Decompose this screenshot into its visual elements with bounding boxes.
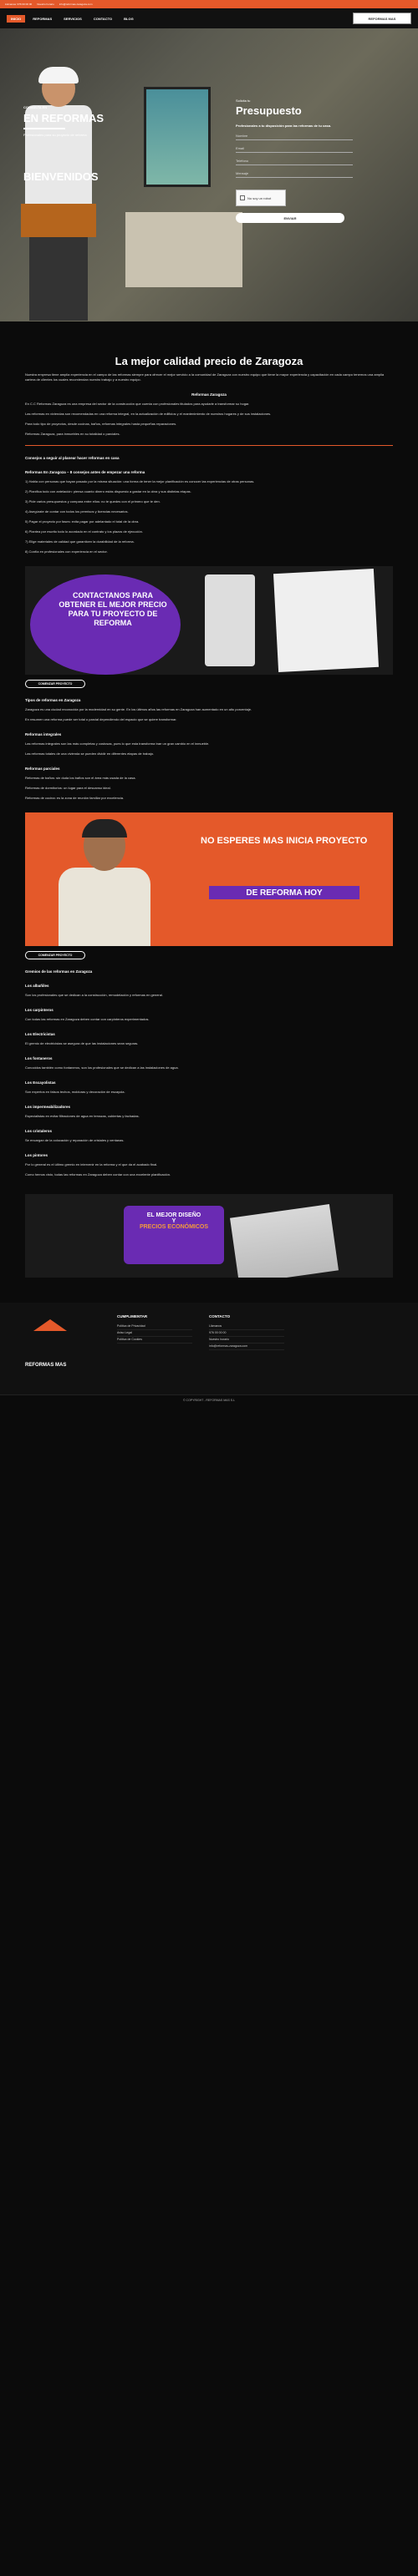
nav-item-contacto[interactable]: CONTACTO <box>93 16 113 21</box>
promo-line: Y <box>171 1218 176 1224</box>
gremio-paragraph: Con todas las reformas en Zaragoza deben contar con carpinteros experimentados. <box>25 1017 150 1021</box>
promo-text: CONTACTANOS PARA OBTENER EL MEJOR PRECIO PARA TU PROYECTO DE REFORMA <box>59 591 167 627</box>
top-bar <box>0 0 418 8</box>
gremio-title: Los pintores <box>25 1153 48 1157</box>
hero-section <box>0 28 418 321</box>
hero-title: EN REFORMAS <box>23 112 104 124</box>
start-project-button[interactable]: COMENZAR PROYECTO <box>25 951 85 959</box>
start-project-button[interactable]: COMENZAR PROYECTO <box>25 680 85 688</box>
footer-column-title: CONTACTO <box>209 1314 231 1318</box>
promo-highlight: DE REFORMA HOY <box>209 886 359 899</box>
gremio-paragraph: El gremio de electricistas se asegura de que las instalaciones sean seguras. <box>25 1041 139 1045</box>
section-title-integrales: Reformas integrales <box>25 732 62 736</box>
list-item: Reformas de cocina: es la zona de reunión familiar por excelencia. <box>25 796 125 800</box>
promo-banner-contact <box>25 566 393 675</box>
gremio-title: Los Electricistas <box>25 1032 55 1036</box>
form-note: Profesionales a tu disposición para las reformas de tu casa. <box>236 124 332 128</box>
copyright: © COPYRIGHT - REFORMAS MAS S.L <box>0 1394 418 1404</box>
footer-column-title: CUMPLIMENTAR <box>117 1314 148 1318</box>
nav-item-inicio[interactable]: INICIO <box>7 15 25 23</box>
gremio-paragraph: Conocidos también como fontaneros, son los profesionales que se dedican a las instalaciones de agua. <box>25 1065 179 1070</box>
topbar-email[interactable]: info@reformas-zaragoza.com <box>59 3 93 6</box>
footer-brand-name: REFORMAS MAS <box>25 1363 67 1368</box>
hero-text <box>23 105 132 183</box>
paragraph: En C.C Reformas Zaragoza es una empresa del sector de la construcción que cuenta con profesionales titulados para ayudarle a transformar su hogar. <box>25 402 250 406</box>
promo-card <box>124 1206 224 1264</box>
footer-legal-column <box>117 1314 192 1383</box>
section-subtitle-consejos: Reformas En Zaragoza – 8 consejos antes de empezar una reforma <box>25 470 145 474</box>
gremio-title: Los cristaleros <box>25 1129 53 1133</box>
nav-menu <box>7 15 138 23</box>
gremio-paragraph: Por lo general es el último gremio en intervenir en la reforma y el que da el acabado final. <box>25 1162 158 1167</box>
main-title: La mejor calidad precio de Zaragoza <box>115 355 303 367</box>
hero-divider <box>23 128 65 129</box>
tip-paragraph: 8) Confía en profesionales con experiencia en el sector. <box>25 549 108 554</box>
tip-paragraph: 6) Plantea por escrito todo lo acordado en el contrato y los plazos de ejecución. <box>25 529 143 534</box>
gremio-paragraph: Son los profesionales que se dedican a la construcción, remodelación y reformas en general. <box>25 993 163 997</box>
man-with-phone-image <box>59 821 150 946</box>
hero-subtitle: Profesionales para su proyecto de reforma <box>23 133 87 137</box>
paragraph: Para todo tipo de proyectos, desde cocinas, baños, reformas integrales hasta pequeñas reparaciones. <box>25 422 177 426</box>
calculator-image <box>205 574 255 666</box>
main-content <box>0 355 418 1278</box>
blueprint-image <box>230 1204 339 1278</box>
form-label: Solicita tu <box>236 99 251 103</box>
paragraph: En resumen una reforma puede ser total o parcial dependiendo del espacio que se quiere transformar. <box>25 717 177 721</box>
gremio-paragraph: Especialistas en evitar filtraciones de agua en terrazas, cubiertas y fachadas. <box>25 1114 140 1118</box>
tip-paragraph: 5) Pagar el proyecto por fases: evita pagar por adelantado el total de la obra. <box>25 519 140 524</box>
topbar-phone[interactable]: Llámanos: 976 00 00 00 <box>5 3 33 6</box>
footer-logo[interactable] <box>25 1314 84 1368</box>
promo-banner-design <box>25 1194 393 1278</box>
footer-contact-column <box>209 1314 284 1383</box>
footer-contact-email[interactable]: info@reformas-zaragoza.com <box>209 1344 284 1350</box>
section-title-tipos: Tipos de reformas en Zaragoza <box>25 698 81 702</box>
paragraph: Las reformas totales de una vivienda se pueden dividir en diferentes etapas de trabajo. <box>25 752 155 756</box>
footer-link-privacy[interactable]: Política de Privacidad <box>117 1323 192 1330</box>
section-title-consejos: Consejos a seguir al planear hacer reformas en casa <box>25 456 120 460</box>
message-field[interactable]: Mensaje <box>236 168 353 178</box>
paragraph: Las reformas integrales son las más completas y costosas, pues lo que esta transforma trae un gran cambio en el inmueble. <box>25 741 210 746</box>
gremio-title: Los fontaneros <box>25 1056 53 1060</box>
promo-text: NO ESPERES MAS INICIA PROYECTO <box>201 836 368 846</box>
tip-paragraph: 2) Planifica todo con antelación: piensa cuanto dinero estás dispuesto a gastar en la obra y sus distintas etapas. <box>25 489 191 493</box>
paragraph: Las reformas en viviendas son recomendadas en una reforma integral, en la actualización de edificios y el mantenimiento de nuestros hogares y de sus instalaciones. <box>25 412 272 416</box>
hero-kitchen-image <box>125 212 242 287</box>
site-logo[interactable] <box>353 13 411 24</box>
form-title: Presupuesto <box>236 104 302 117</box>
footer <box>0 1303 418 1394</box>
footer-contact-item: Nuestro horario <box>209 1337 284 1344</box>
gremio-title: Los impermeabilizadores <box>25 1105 71 1109</box>
footer-link-legal[interactable]: Aviso Legal <box>117 1330 192 1337</box>
hero-window-image <box>144 87 211 187</box>
gremio-title: Los Escayolistas <box>25 1081 56 1085</box>
gremio-title: Los albañiles <box>25 984 49 988</box>
intro-paragraph: Nuestra empresa tiene amplia experiencia en el campo de las reformas siempre para ofrecer el mejor servicio a la comunidad de Zaragoza con nuestro equipo que tiene la mayor experiencia y capacitación en cada campo tenemos una amplia cartera de clientes los cuales recomiendan nuestro trabajo y a nuestro equipo. <box>25 372 385 382</box>
tip-paragraph: 1) Habla con personas que hayan pasado por la misma situación: una forma de tener la mejor planificación es conocer las experiencias de otras personas. <box>25 479 255 483</box>
tip-paragraph: 4) Asegúrate de contar con todos los permisos y licencias necesarios. <box>25 509 129 514</box>
tip-paragraph: 7) Elige materiales de calidad que garanticen la durabilidad de la reforma. <box>25 539 135 544</box>
footer-contact-item: Llámanos <box>209 1323 284 1330</box>
footer-contact-phone[interactable]: 976 00 00 00 <box>209 1330 284 1337</box>
footer-link-cookies[interactable]: Política de Cookies <box>117 1337 192 1344</box>
nav-item-reformas[interactable]: REFORMAS <box>33 16 53 21</box>
house-icon <box>33 1319 67 1331</box>
gremio-paragraph: Se encargan de la colocación y reparación de cristales y ventanas. <box>25 1138 125 1142</box>
section-title-reformas: Reformas Zaragoza <box>191 392 227 397</box>
section-title-gremios: Gremios de las reformas en Zaragoza <box>25 969 93 974</box>
logo-text: REFORMAS MAS <box>368 16 396 21</box>
gremio-paragraph: Son expertos en falsos techos, molduras y decoración de escayola. <box>25 1090 125 1094</box>
topbar-hours: Nuestro horario <box>37 3 54 6</box>
nav-item-servicios[interactable]: SERVICIOS <box>64 16 82 21</box>
promo-line: PRECIOS ECONÓMICOS <box>139 1224 209 1230</box>
closing-paragraph: Como hemos visto, todas las reformas en Zaragoza deben contar con una excelente planificación. <box>25 1172 171 1177</box>
main-nav <box>0 8 418 28</box>
footer-brand <box>25 1314 100 1383</box>
list-item: Reformas de baños: sin duda los baños son el área más usada de la casa. <box>25 776 136 780</box>
promo-line: EL MEJOR DISEÑO <box>146 1212 201 1218</box>
paragraph: Zaragoza es una ciudad reconocida por la modernidad en su gente. En los últimos años las reformas en Zaragoza han aumentado en un alto porcentaje. <box>25 707 252 711</box>
name-field[interactable]: Nombre <box>236 130 353 140</box>
captcha-widget[interactable] <box>236 190 286 206</box>
tip-paragraph: 3) Pide varios presupuestos y compara entre ellos: no te quedes con el primero que te den. <box>25 499 161 504</box>
hero-welcome: BIENVENIDOS <box>23 170 99 183</box>
email-field[interactable]: Email <box>236 143 353 153</box>
phone-field[interactable]: Teléfono <box>236 155 353 165</box>
nav-item-blog[interactable]: BLOG <box>124 16 134 21</box>
section-title-parciales: Reformas parciales <box>25 767 60 771</box>
divider <box>25 445 393 446</box>
paragraph: Reformas Zaragoza, para inmuebles en su totalidad o parciales. <box>25 432 120 436</box>
document-image <box>273 569 379 672</box>
quote-form <box>236 99 353 223</box>
hero-small-label: CONSULTA EN <box>23 105 48 109</box>
captcha-label: No soy un robot <box>247 195 272 200</box>
gremio-title: Los carpinteros <box>25 1008 54 1012</box>
promo-banner-start <box>25 812 393 946</box>
send-button[interactable]: ENVIAR <box>236 213 344 223</box>
captcha-checkbox[interactable] <box>240 195 245 200</box>
list-item: Reformas de dormitorios: un lugar para el descanso ideal. <box>25 786 111 790</box>
